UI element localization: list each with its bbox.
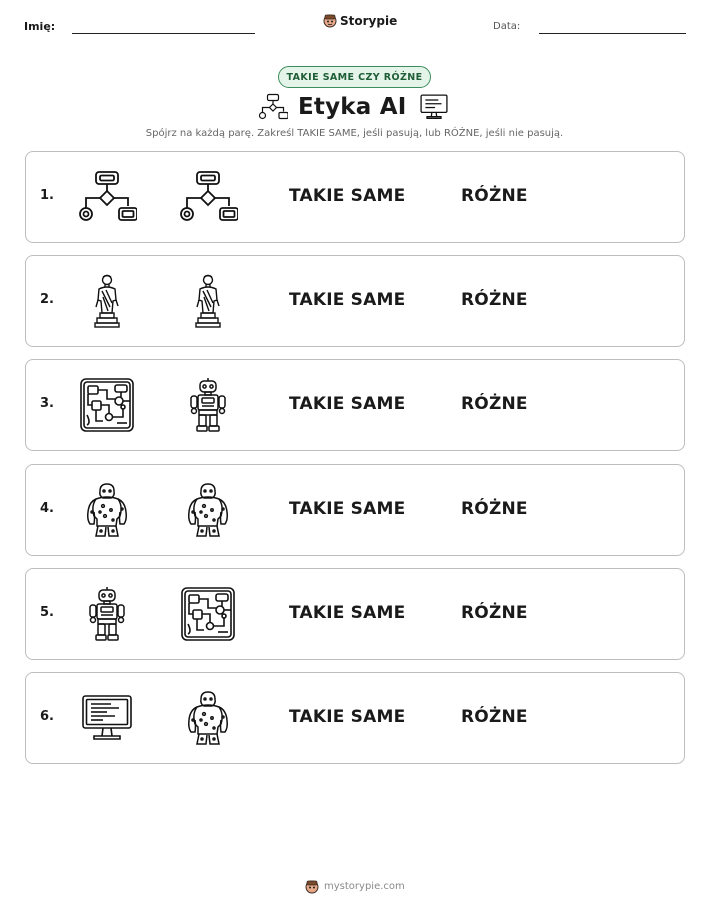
flowchart-icon — [178, 170, 238, 224]
question-row — [25, 464, 685, 556]
computer-monitor-icon — [81, 694, 133, 742]
question-row — [25, 568, 685, 660]
question-row — [25, 151, 685, 243]
question-number: 2. — [40, 292, 54, 307]
golem-icon — [184, 690, 232, 746]
circuit-board-icon — [79, 377, 135, 433]
title-row — [258, 90, 448, 124]
same-option[interactable]: TAKIE SAME — [289, 707, 406, 727]
different-option[interactable]: RÓŻNE — [461, 394, 528, 414]
name-label: Imię: — [24, 20, 56, 33]
right-picture — [178, 167, 238, 227]
different-option[interactable]: RÓŻNE — [461, 707, 528, 727]
question-number: 6. — [40, 709, 54, 724]
question-number: 1. — [40, 188, 54, 203]
left-picture — [77, 480, 137, 540]
computer-monitor-icon — [420, 94, 448, 120]
golem-icon — [184, 482, 232, 538]
robot-icon — [87, 586, 127, 642]
same-option[interactable]: TAKIE SAME — [289, 394, 406, 414]
different-option[interactable]: RÓŻNE — [461, 603, 528, 623]
left-picture — [77, 688, 137, 748]
name-write-line — [72, 33, 255, 34]
date-label: Data: — [493, 21, 521, 32]
left-picture — [77, 584, 137, 644]
question-row — [25, 359, 685, 451]
question-number: 4. — [40, 501, 54, 516]
question-row — [25, 255, 685, 347]
left-picture — [77, 271, 137, 331]
flowchart-icon — [77, 170, 137, 224]
same-option[interactable]: TAKIE SAME — [289, 186, 406, 206]
different-option[interactable]: RÓŻNE — [461, 499, 528, 519]
instructions: Spójrz na każdą parę. Zakreśl TAKIE SAME, jeśli pasują, lub RÓŻNE, jeśli nie pasują. — [145, 128, 564, 139]
circuit-board-icon — [180, 586, 236, 642]
question-number: 5. — [40, 605, 54, 620]
right-picture — [178, 688, 238, 748]
different-option[interactable]: RÓŻNE — [461, 186, 528, 206]
footer-url: mystorypie.com — [324, 881, 405, 892]
storypie-mascot-icon — [305, 879, 319, 894]
right-picture — [178, 480, 238, 540]
different-option[interactable]: RÓŻNE — [461, 290, 528, 310]
same-option[interactable]: TAKIE SAME — [289, 290, 406, 310]
same-option[interactable]: TAKIE SAME — [289, 603, 406, 623]
golem-icon — [83, 482, 131, 538]
flowchart-icon — [258, 92, 288, 122]
worksheet-title: Etyka AI — [298, 94, 407, 120]
worksheet-header — [0, 0, 709, 50]
statue-icon — [90, 273, 124, 329]
storypie-mascot-icon — [323, 13, 337, 28]
question-number: 3. — [40, 396, 54, 411]
right-picture — [178, 584, 238, 644]
date-write-line — [539, 33, 686, 34]
question-row — [25, 672, 685, 764]
statue-icon — [191, 273, 225, 329]
left-picture — [77, 167, 137, 227]
robot-icon — [188, 377, 228, 433]
right-picture — [178, 375, 238, 435]
same-option[interactable]: TAKIE SAME — [289, 499, 406, 519]
footer — [305, 879, 405, 894]
brand-name: Storypie — [340, 13, 398, 28]
left-picture — [77, 375, 137, 435]
activity-type-badge: TAKIE SAME CZY RÓŻNE — [278, 66, 431, 88]
brand-logo — [323, 13, 397, 28]
right-picture — [178, 271, 238, 331]
